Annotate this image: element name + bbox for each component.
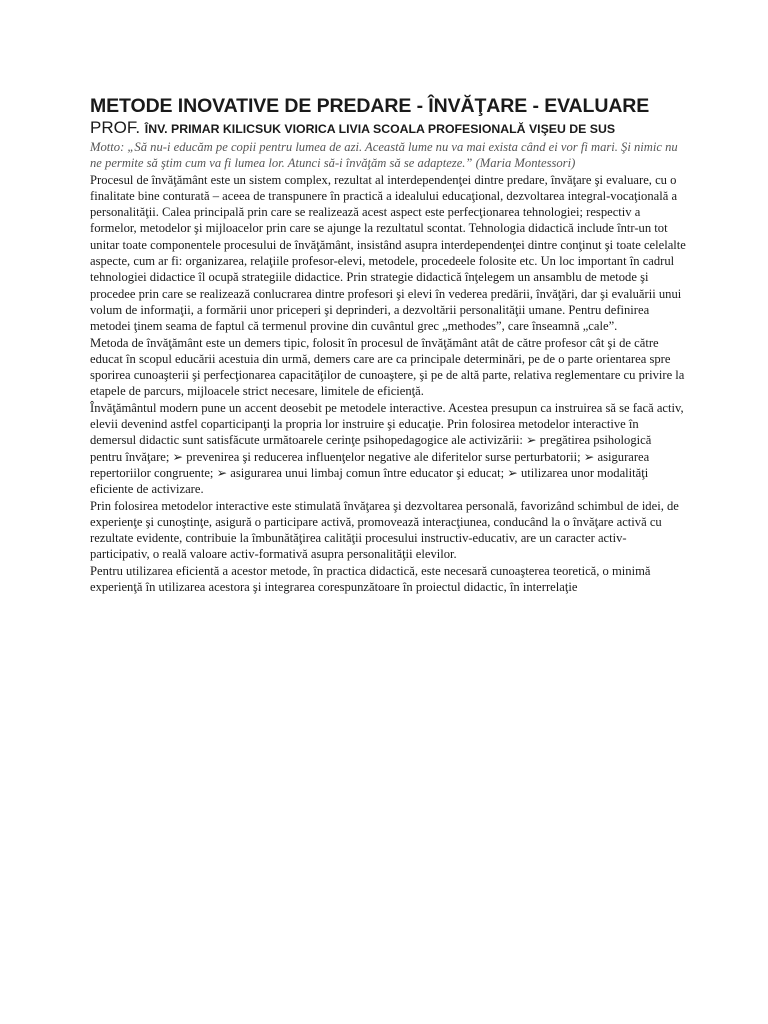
- paragraph: Prin folosirea metodelor interactive este stimulată învăţarea şi dezvoltarea personală, favorizând schimbul de idei, de experienţe şi cunoştinţe, asigură o participare activă, promovează interacţiunea, conducând la o învăţare activă cu rezultate evidente, contribuie la îmbunătăţirea calităţii procesului instructiv-educativ, are un caracter activ-participativ, o reală valoare activ-formativă asupra personalităţii elevilor.: [90, 498, 679, 562]
- paragraph: Procesul de învăţământ este un sistem complex, rezultat al interdependenţei dintre predare, învăţare şi evaluare, cu o finalitate bine conturată – aceea de transpunere în practică a idealului educaţional, dezvoltarea integral-vocaţională a personalităţii. Calea principală prin care se realizează acest aspect este perfecţionarea tehnologiei; respectiv a formelor, metodelor şi mijloacelor prin care se ajunge la rezultatul scontat. Tehnologia didactică include într-un tot unitar toate componentele procesului de învăţământ, insistând asupra interdependenţei dintre conţinut şi toate celelalte aspecte, cum ar fi: organizarea, relaţiile profesor-elevi, metodele, procedeele folosite etc. Un loc important în cadrul tehnologiei didactice îl ocupă strategiile didactice. Prin strategie didactică înţelegem un ansamblu de metode şi procedee prin care se realizează conlucrarea dintre profesori şi elevi în vederea predării, învăţări, dar şi evaluării unui volum de informaţii, a formării unor priceperi şi deprinderi, a dezvoltării personalităţii umane. Pentru definirea metodei ţinem seama de faptul că termenul provine din cuvântul grec „methodes”, care înseamnă „cale”.: [90, 172, 686, 334]
- author-details: ÎNV. PRIMAR KILICSUK VIORICA LIVIA SCOALA PROFESIONALĂ VIŞEU DE SUS: [144, 122, 616, 136]
- document-body: [90, 139, 686, 595]
- paragraph: Pentru utilizarea eficientă a acestor metode, în practica didactică, este necesară cunoaşterea teoretică, o minimă experienţă în utilizarea acestora şi integrarea corespunzătoare în proiectul didactic, în interrelaţie: [90, 563, 651, 595]
- author-line: [90, 118, 686, 139]
- paragraph: Învăţământul modern pune un accent deosebit pe metodele interactive. Acestea presupun ca instruirea să se facă activ, elevii devenind astfel coparticipanţi la propria lor instruire şi educaţie. Prin folosirea metodelor interactive în demersul didactic sunt satisfăcute următoarele cerinţe psihopedagogice ale activizării: ➢ pregătirea psihologică pentru învăţare; ➢ prevenirea şi reducerea influenţelor negative ale diferitelor surse perturbatorii; ➢ asigurarea repertoriilor congruente; ➢ asigurarea unui limbaj comun între educator şi educat; ➢ utilizarea unor modalităţi eficiente de activizare.: [90, 400, 684, 497]
- motto-quote: Motto: „Să nu-i educăm pe copii pentru lumea de azi. Această lume nu va mai exista când ei vor fi mari. Şi nimic nu ne permite să ştim cum va fi lumea lor. Atunci să-i învăţăm să se adapteze.” (Maria Montessori): [90, 140, 678, 171]
- paragraph: Metoda de învăţământ este un demers tipic, folosit în procesul de învăţământ atât de către profesor cât şi de către educat în scopul educării acestuia din urmă, demers care are ca principale determinări, pe de o parte orientarea spre sporirea cunoaşterii şi perfecţionarea capacităţilor de cunoaştere, şi pe de altă parte, relativa reglementare cu privire la etapele de parcurs, mijloacele strict necesare, limitele de eficienţă.: [90, 335, 685, 399]
- document-title: METODE INOVATIVE DE PREDARE - ÎNVĂŢARE - EVALUARE: [90, 95, 650, 117]
- author-prefix: PROF.: [90, 118, 145, 137]
- document-page: [90, 94, 686, 595]
